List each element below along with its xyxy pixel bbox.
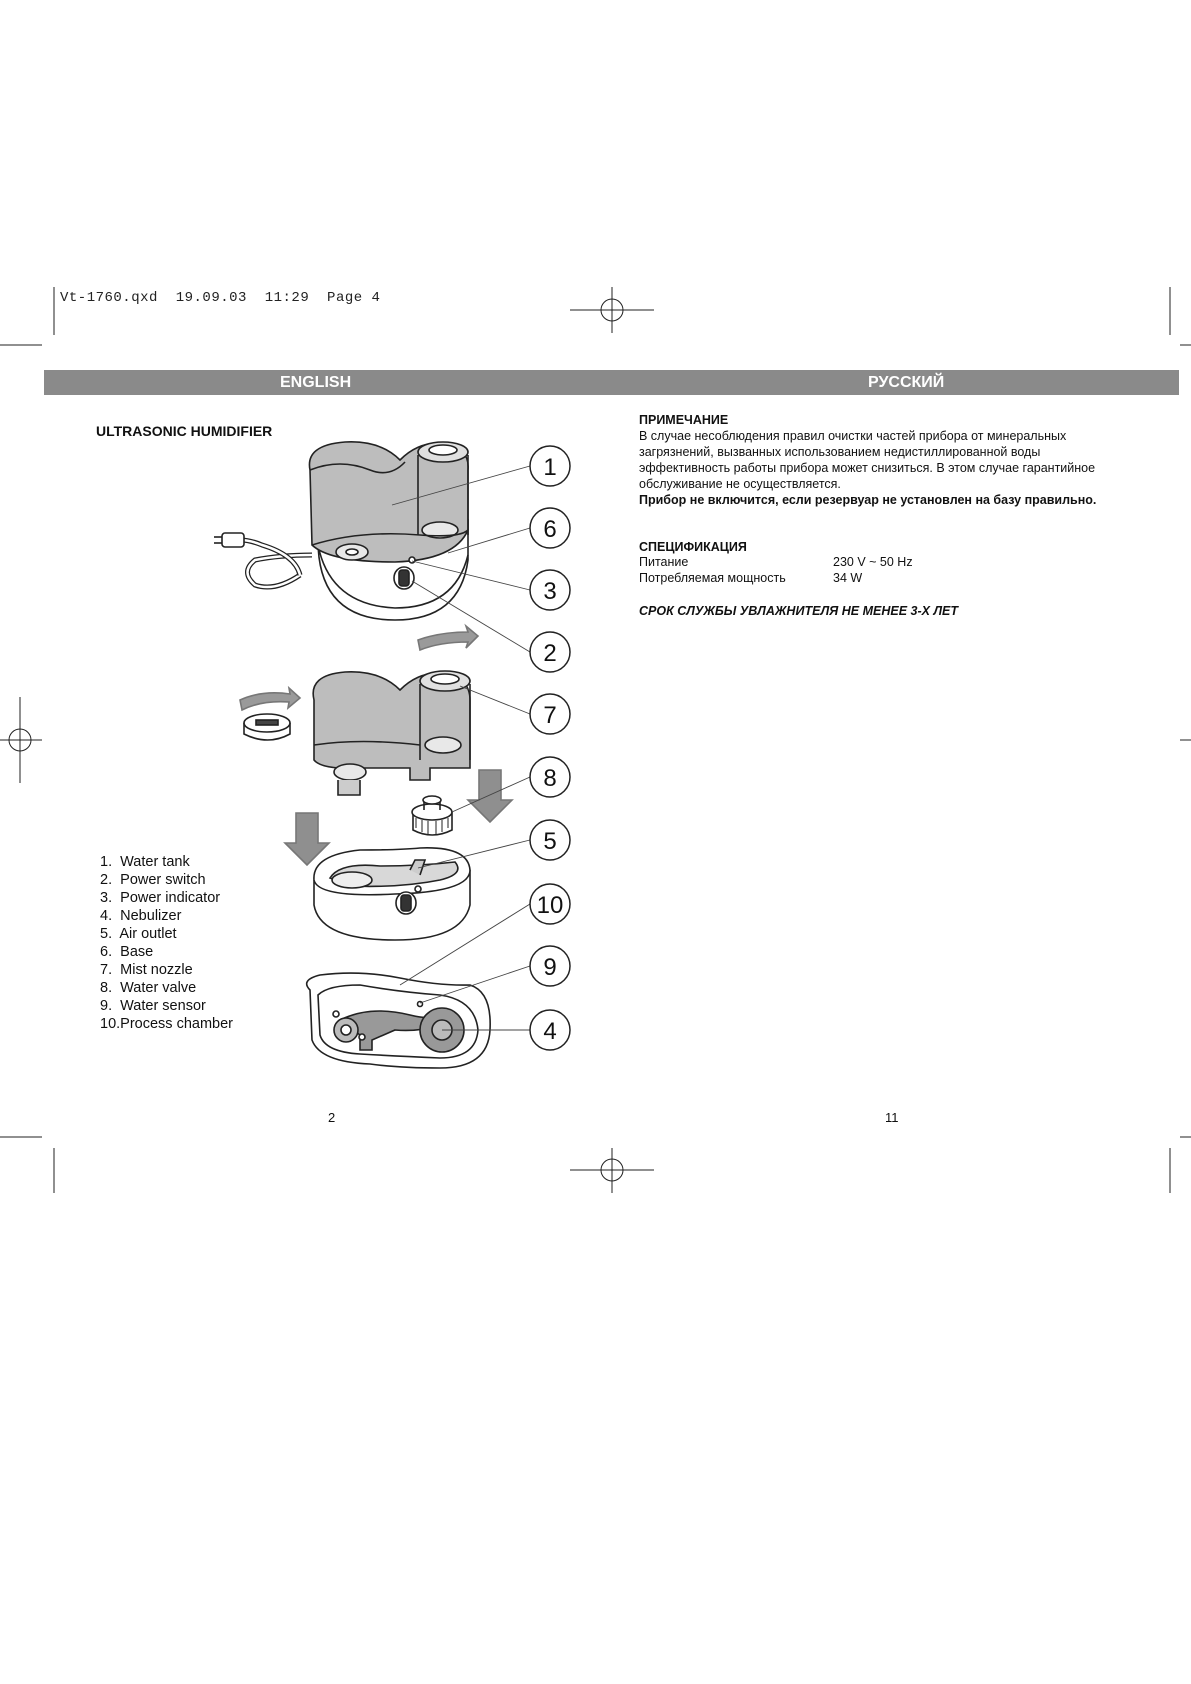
list-item: 2. Power switch: [100, 872, 206, 888]
list-item: 5. Air outlet: [100, 926, 177, 942]
page-number-right: 11: [885, 1110, 899, 1125]
spec-label: Потребляемая мощность: [639, 571, 786, 585]
parts-list: [100, 853, 233, 1033]
list-item: 7. Mist nozzle: [100, 962, 193, 978]
process-chamber-drawing: [307, 973, 491, 1068]
callout-number: 8: [543, 765, 557, 792]
note-warning: Прибор не включится, если резервуар не установлен на базу правильно.: [639, 493, 1097, 507]
list-item: 3. Power indicator: [100, 890, 221, 906]
list-item: 9. Water sensor: [100, 998, 206, 1014]
list-item: 4. Nebulizer: [100, 908, 182, 924]
note-line: В случае несоблюдения правил очистки частей прибора от минеральных: [639, 429, 1067, 443]
note-heading: ПРИМЕЧАНИЕ: [639, 413, 729, 427]
rotate-arrow-icon: [418, 626, 478, 650]
spec-label: Питание: [639, 555, 689, 569]
assembled-humidifier-drawing: [214, 442, 468, 620]
rotate-arrow-icon: [240, 688, 300, 710]
callout-number: 10: [536, 892, 564, 919]
russian-header-label: РУССКИЙ: [868, 374, 945, 391]
water-valve-drawing: [412, 796, 452, 835]
list-item: 8. Water valve: [100, 980, 197, 996]
callout-number: 5: [543, 828, 557, 855]
callout-number: 4: [543, 1018, 557, 1045]
note-line: эффективность работы прибора может снизиться. В этом случае гарантийное: [639, 461, 1096, 475]
list-item: 1. Water tank: [100, 854, 190, 870]
english-header-label: ENGLISH: [280, 374, 352, 391]
base-drawing: [314, 848, 470, 940]
callout-number: 2: [543, 640, 557, 667]
down-arrow-icon: [285, 813, 329, 865]
water-tank-drawing: [313, 671, 470, 795]
list-item: 6. Base: [100, 944, 154, 960]
spec-value: 230 V ~ 50 Hz: [833, 555, 913, 569]
slug-line: Vt-1760.qxd 19.09.03 11:29 Page 4: [60, 290, 381, 306]
spec-heading: СПЕЦИФИКАЦИЯ: [639, 540, 747, 554]
note-line: загрязнений, вызванных использованием недистиллированной воды: [639, 445, 1041, 459]
spec-value: 34 W: [833, 571, 863, 585]
note-line: обслуживание не осуществляется.: [639, 477, 841, 491]
callout-number: 1: [543, 454, 557, 481]
callout-number: 7: [543, 702, 557, 729]
list-item: 10.Process chamber: [100, 1016, 233, 1032]
down-arrow-icon: [468, 770, 512, 822]
callout-number: 6: [543, 516, 557, 543]
callout-number: 9: [543, 954, 557, 981]
product-title: ULTRASONIC HUMIDIFIER: [96, 423, 273, 439]
service-life: СРОК СЛУЖБЫ УВЛАЖНИТЕЛЯ НЕ МЕНЕЕ 3-Х ЛЕТ: [639, 604, 959, 618]
callout-number: 3: [543, 578, 557, 605]
mist-nozzle-drawing: [244, 714, 290, 740]
page-number-left: 2: [328, 1110, 336, 1125]
